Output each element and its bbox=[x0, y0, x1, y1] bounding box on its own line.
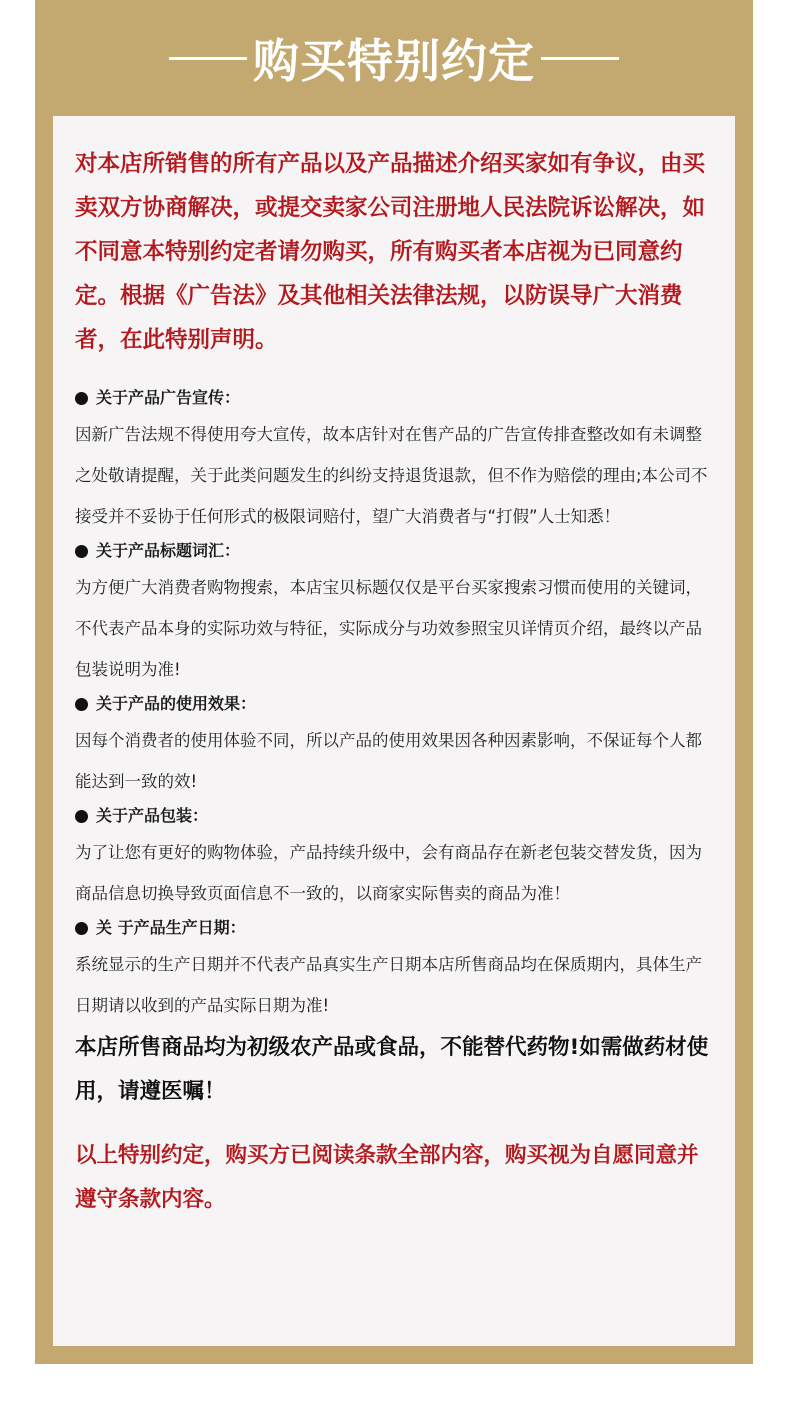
section-body: 为方便广大消费者购物搜索，本店宝贝标题仅仅是平台买家搜索习惯而使用的关键词，不代表产品本身的实际功效与特征，实际成分与功效参照宝贝详情页介绍，最终以产品包装说明为准! bbox=[75, 578, 702, 679]
section-heading bbox=[75, 541, 717, 561]
medical-notice: 本店所售商品均为初级农产品或食品，不能替代药物!如需做药材使用，请遵医嘱！ bbox=[75, 1035, 709, 1104]
intro-statement: 对本店所销售的所有产品以及产品描述介绍买家如有争议，由买卖双方协商解决，或提交卖家公司注册地人民法院诉讼解决，如不同意本特别约定者请勿购买，所有购买者本店视为已同意约定。根据《广告法》及其他相关法律法规，以防误导广大消费者，在此特别声明。 bbox=[75, 151, 706, 353]
section-body: 为了让您有更好的购物体验，产品持续升级中，会有商品存在新老包装交替发货，因为商品信息切换导致页面信息不一致的，以商家实际售卖的商品为准！ bbox=[75, 843, 702, 903]
page-title bbox=[35, 0, 753, 116]
content-body bbox=[75, 142, 717, 1222]
title-right-dash bbox=[541, 57, 619, 60]
page-title-text: 购买特别约定 bbox=[253, 34, 535, 88]
section-body: 因每个消费者的使用体验不同，所以产品的使用效果因各种因素影响，不保证每个人都能达到一致的效! bbox=[75, 731, 702, 791]
section-heading-text: 关于产品的使用效果： bbox=[96, 694, 257, 713]
section-body: 因新广告法规不得使用夸大宣传，故本店针对在售产品的广告宣传排查整改如有未调整之处敬请提醒，关于此类问题发生的纠纷支持退货退款，但不作为赔偿的理由;本公司不接受并不妥协于任何形式的极限词赔付，望广大消费者与“打假”人士知悉！ bbox=[75, 425, 708, 526]
section-title-keywords bbox=[75, 541, 717, 690]
bullet-icon bbox=[75, 922, 88, 935]
bullet-icon bbox=[75, 698, 88, 711]
section-heading-text: 关于产品广告宣传： bbox=[96, 388, 241, 407]
section-body: 系统显示的生产日期并不代表产品真实生产日期本店所售商品均在保质期内，具体生产日期请以收到的产品实际日期为准! bbox=[75, 955, 702, 1015]
section-heading-text: 关于产品标题词汇： bbox=[96, 541, 241, 560]
section-packaging bbox=[75, 806, 717, 914]
section-heading bbox=[75, 388, 717, 408]
section-heading bbox=[75, 806, 717, 826]
section-production-date bbox=[75, 918, 717, 1026]
final-statement: 以上特别约定，购买方已阅读条款全部内容，购买视为自愿同意并遵守条款内容。 bbox=[75, 1143, 699, 1212]
content-panel bbox=[53, 116, 735, 1346]
section-ad bbox=[75, 388, 717, 537]
bullet-icon bbox=[75, 810, 88, 823]
section-heading-text: 关于产品包装： bbox=[96, 806, 209, 825]
bullet-icon bbox=[75, 392, 88, 405]
section-heading-text: 关 于产品生产日期： bbox=[96, 918, 246, 937]
bullet-icon bbox=[75, 545, 88, 558]
section-effect bbox=[75, 694, 717, 802]
section-heading bbox=[75, 694, 717, 714]
section-heading bbox=[75, 918, 717, 938]
title-left-dash bbox=[169, 57, 247, 60]
